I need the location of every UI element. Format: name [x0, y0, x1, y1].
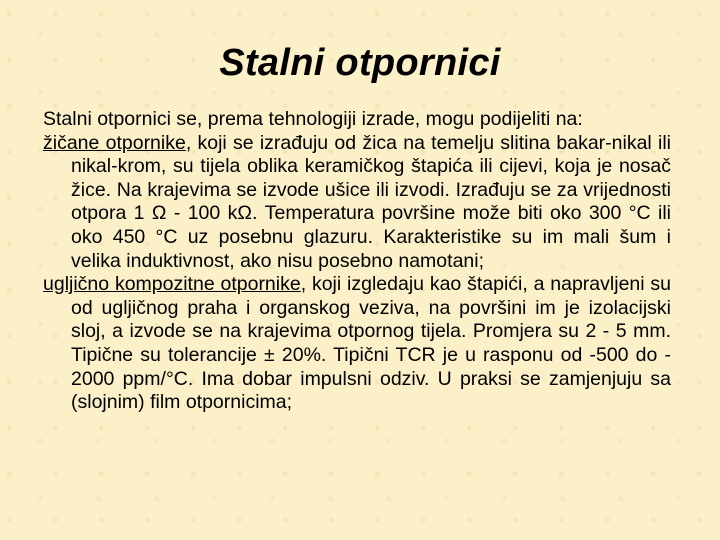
slide-body	[43, 108, 671, 415]
term-carbon-composite-resistors: ugljično kompozitne otpornike	[43, 273, 301, 296]
term-wire-resistors: žičane otpornike	[43, 131, 186, 154]
description-wire-resistors: , koji se izrađuju od žica na temelju slitina bakar-nikal ili nikal-krom, su tijela oblika keramičkog štapića ili cijevi, koja je nosač žice. Na krajevima se izvode ušice ili izvodi. Izrađuju se za vrijednosti otpora 1 Ω - 100 kΩ. Temperatura površine može biti oko 300 °C ili oko 450 °C uz posebnu glazuru. Karakteristike su im mali šum i velika induktivnost, ako nisu posebno namotani;	[71, 131, 671, 272]
list-item-wire-resistors	[43, 132, 671, 274]
slide-title: Stalni otpornici	[219, 42, 501, 84]
description-carbon-composite-resistors: , koji izgledaju kao štapići, a napravljeni su od ugljičnog praha i organskog veziva, na površini im je izolacijski sloj, a izvode se na krajevima otpornog tijela. Promjera su 2 - 5 mm. Tipične su tolerancije ± 20%. Tipični TCR je u rasponu od -500 do - 2000 ppm/°C. Ima dobar impulsni odziv. U praksi se zamjenjuju sa (slojnim) film otpornicima;	[71, 273, 672, 414]
intro-paragraph: Stalni otpornici se, prema tehnologiji izrade, mogu podijeliti na:	[43, 108, 583, 130]
list-item-carbon-composite-resistors	[43, 273, 671, 415]
